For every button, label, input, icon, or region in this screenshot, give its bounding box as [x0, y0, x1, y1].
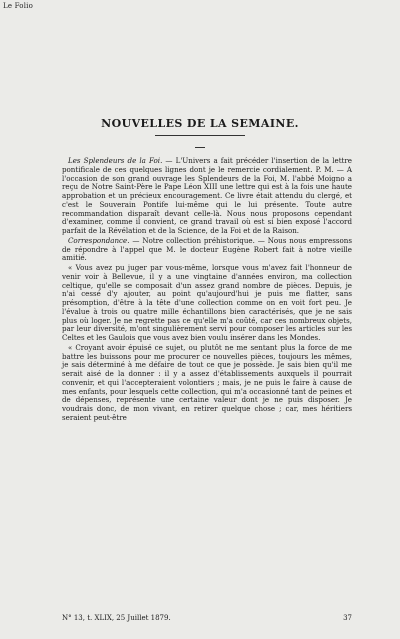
paragraph	[62, 237, 352, 263]
title-rule	[155, 135, 245, 136]
paragraph-text: « Vous avez pu juger par vous-même, lorsque vous m'avez fait l'honneur de venir voir à Bellevue, il y a une vingtaine d'années environ, ma collection celtique, qu'elle se composait d'un assez grand nombre de pièces. Depuis, je n'ai cessé d'y ajouter, au point qu'aujourd'hui je puis me flatter, sans présomption, d'être à la tête d'une collection comme on en voit fort peu. Je l'évalue à trois ou quatre mille échantillons bien caractérisés, que je ne sais plus où loger. Je ne regrette pas ce qu'elle m'a coûté, car ces nombreux objets, par leur diversité, m'ont singulièrement servi pour composer les articles sur les Celtes et les Gaulois que vous avez bien voulu insérer dans les Mondes.	[62, 263, 352, 342]
issue-info: N° 13, t. XLIX, 25 Juillet 1879.	[62, 614, 171, 622]
masthead: Le Folio	[3, 2, 33, 10]
article-body	[62, 157, 352, 423]
page-footer	[62, 614, 352, 622]
section-separator	[195, 147, 205, 148]
paragraph-text: — L'Univers a fait précéder l'insertion de la lettre pontificale de ces quelques lignes dont je le remercie cordialement. P. M. — A l'occasion de son grand ouvrage les Splendeurs de la Foi, M. l'abbé Moigno a reçu de Notre Saint-Père le Pape Léon XIII une lettre qui est à la fois une haute approbation et un précieux encouragement. Ce livre était attendu du clergé, et c'est le Souverain Pontife lui-même qui le lui présente. Toute autre recommandation disparaît devant celle-là. Nous nous proposons cependant d'examiner, comme il convient, ce grand travail où est si bien exposé l'accord parfait de la Révélation et de la Science, de la Foi et de la Raison.	[62, 156, 352, 235]
paragraph	[62, 157, 352, 236]
paragraph-lead: Les Splendeurs de la Foi.	[68, 156, 163, 165]
paragraph-lead: Correspondance.	[68, 235, 130, 245]
paragraph	[62, 264, 352, 343]
page-title: NOUVELLES DE LA SEMAINE.	[101, 117, 299, 130]
paragraph-text: — Notre collection préhistorique. — Nous nous empressons de répondre à l'appel que M. le docteur Eugène Robert fait à notre vieille amitié.	[62, 235, 352, 263]
page-number: 37	[343, 614, 352, 622]
paragraph	[62, 344, 352, 423]
paragraph-text: « Croyant avoir épuisé ce sujet, ou plutôt ne me sentant plus la force de me battre les buissons pour me procurer ce nouvelles pièces, toujours les mêmes, je sais déterminé à me défaire de tout ce que je possède. Je sais bien qu'il me serait aisé de la donner : il y a assez d'établissements auxquels il pourrait convenir, et qui l'accepteraient volontiers ; mais, je ne puis le faire à cause de mes enfants, pour lesquels cette collection, qui m'a occasionné tant de peines et de dépenses, représente une certaine valeur dont je ne puis disposer. Je voudrais donc, de mon vivant, en retirer quelque chose ; car, mes héritiers seraient peut-être	[62, 342, 352, 422]
